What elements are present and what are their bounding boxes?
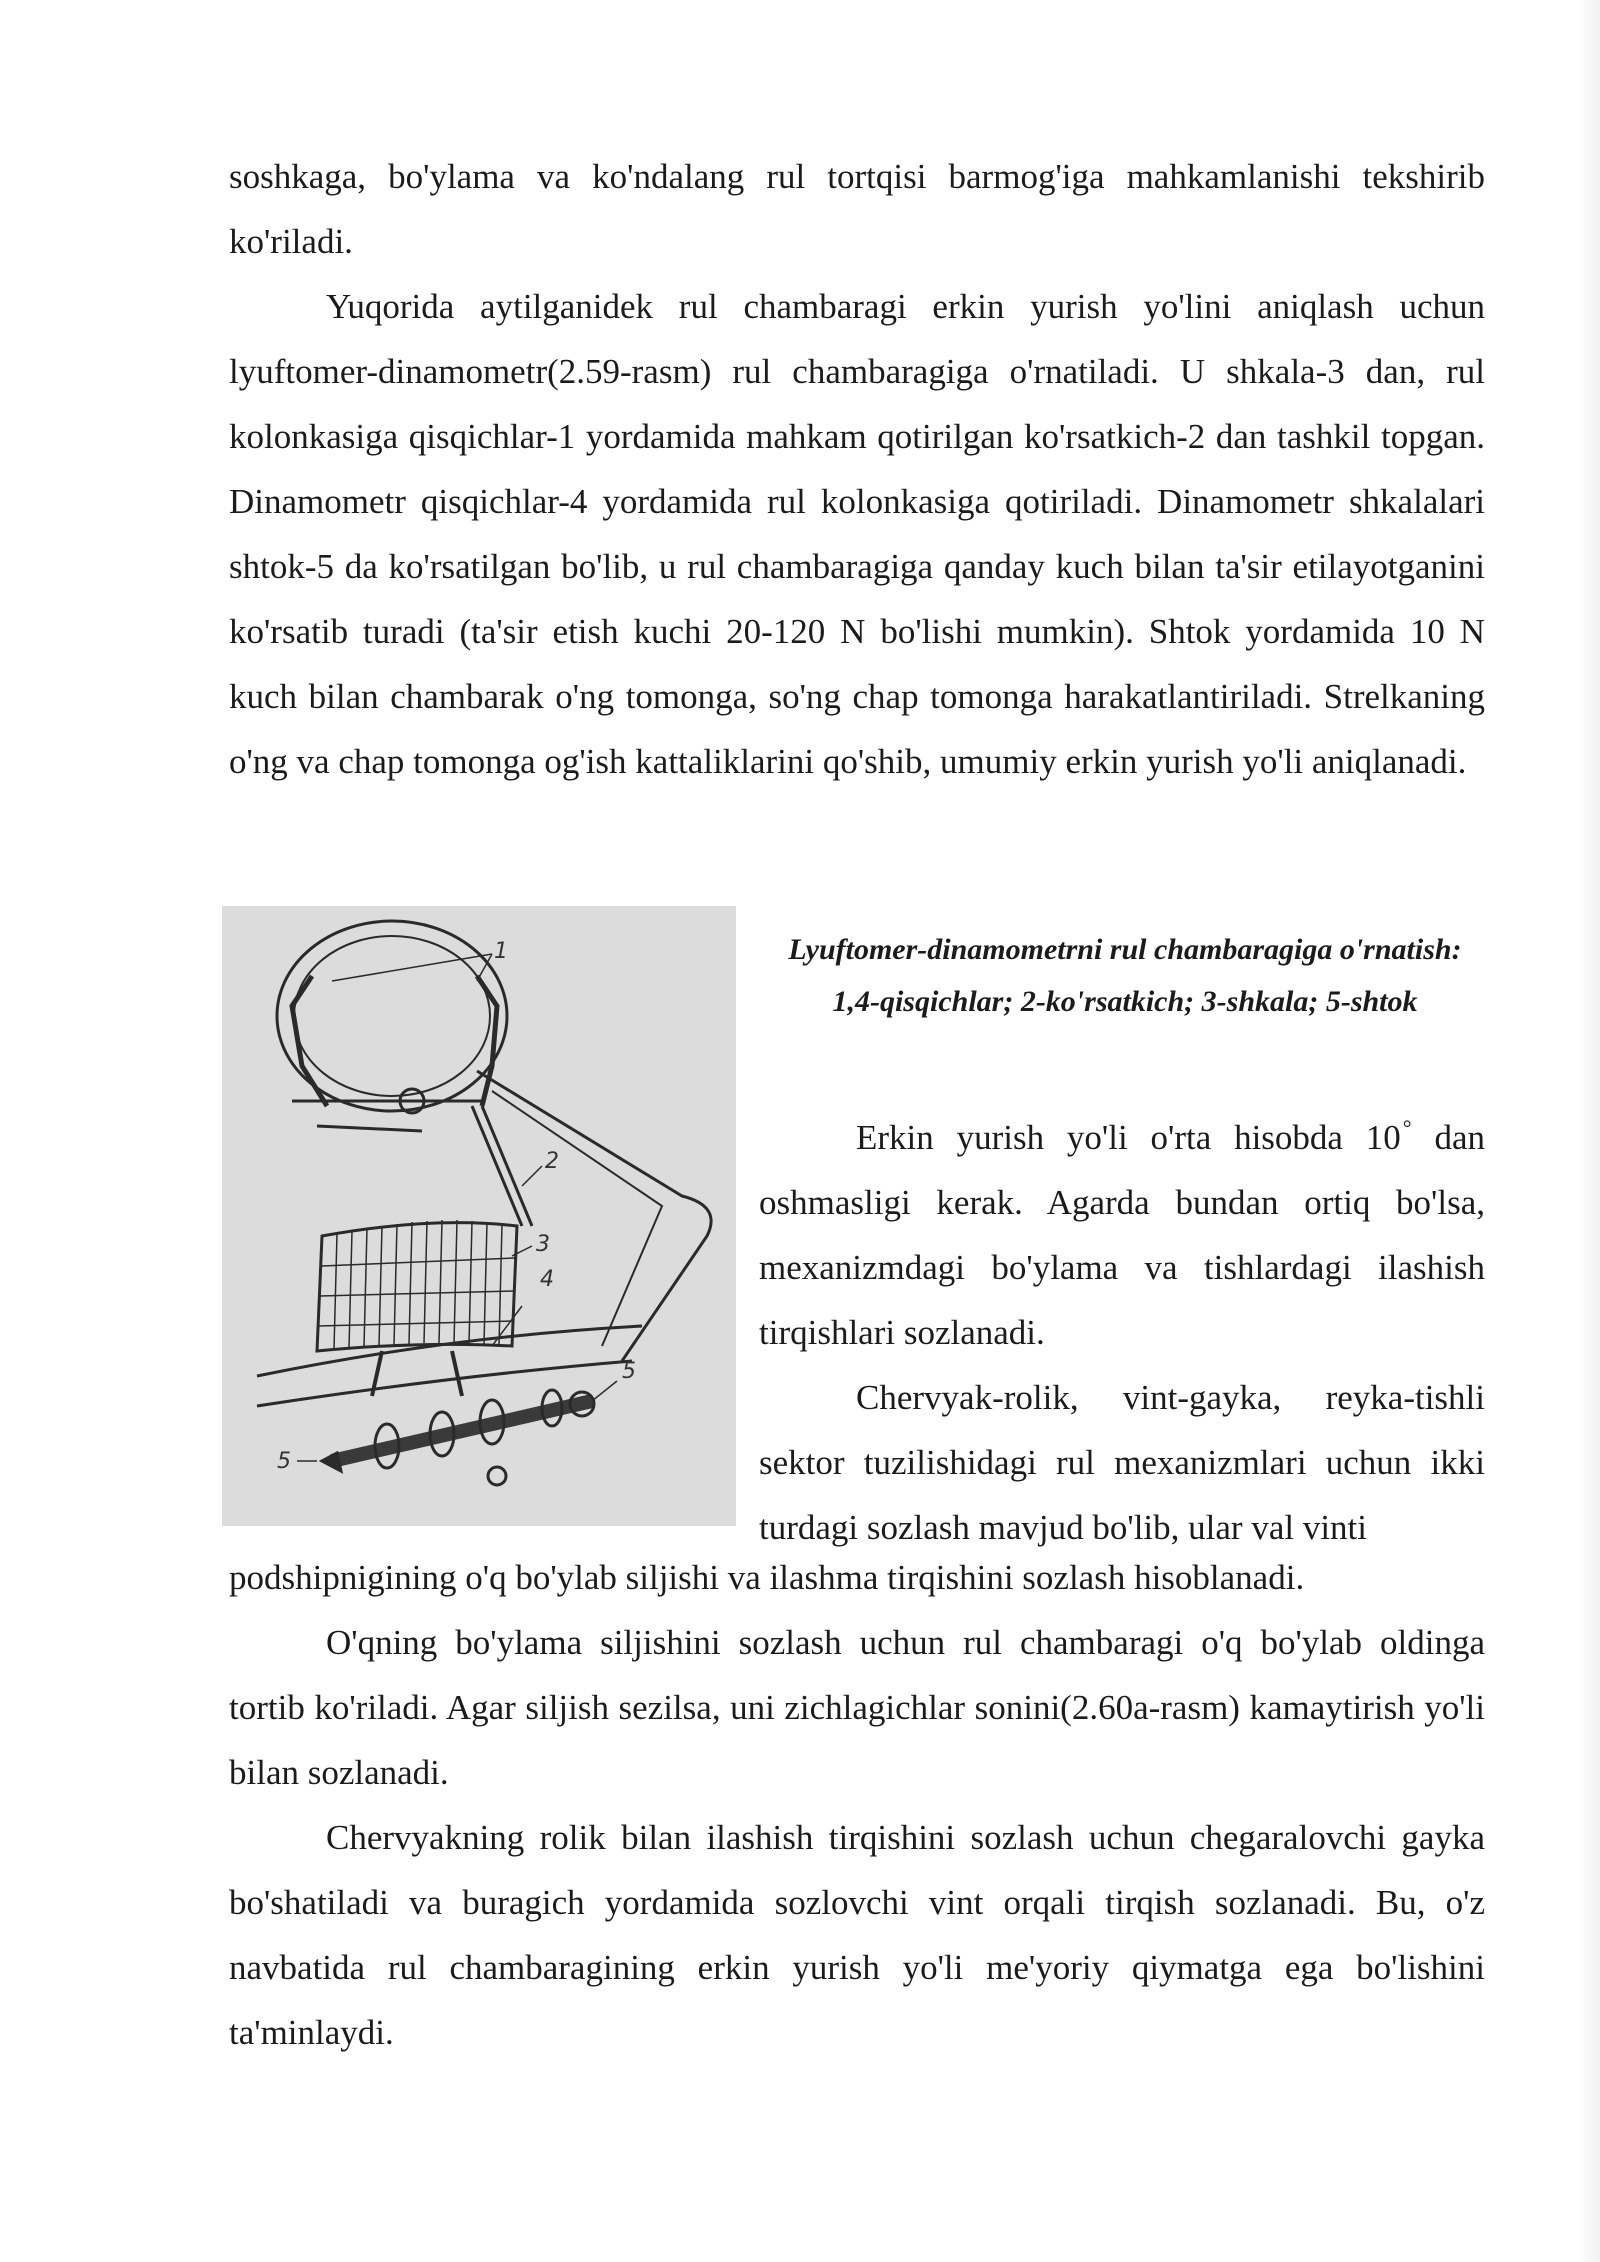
top-text-block	[229, 144, 1485, 794]
paragraph-free-play	[759, 1095, 1485, 1365]
caption-title: Lyuftomer-dinamometrni rul chambaragiga o'rnatish:	[788, 933, 1462, 966]
free-play-text-a: Erkin yurish yo'li o'rta hisobda 10	[856, 1118, 1401, 1157]
paragraph-worm-gap: Chervyakning rolik bilan ilashish tirqishini sozlash uchun chegaralovchi gayka bo'shatiladi va buragich yordamida sozlovchi vint orqali tirqish sozlanadi. Bu, o'z navbatida rul chambaragining erkin yurish yo'li me'yoriy qiymatga ega bo'lishini ta'minlaydi.	[229, 1818, 1485, 2052]
label-3: 3	[536, 1232, 550, 1257]
paragraph-axial-shift: O'qning bo'ylama siljishini sozlash uchun rul chambaragi o'q bo'ylab oldinga tortib ko'riladi. Agar siljish sezilsa, uni zichlagichlar sonini(2.60a-rasm) kamaytirish yo'li bilan sozlanadi.	[229, 1623, 1485, 1792]
paragraph-dynamometer: Yuqorida aytilganidek rul chambaragi erkin yurish yo'lini aniqlash uchun lyuftomer-dinamometr(2.59-rasm) rul chambaragiga o'rnatiladi. U shkala-3 dan, rul kolonkasiga qisqichlar-1 yordamida mahkam qotirilgan ko'rsatkich-2 dan tashkil topgan. Dinamometr qisqichlar-4 yordamida rul kolonkasiga qotiriladi. Dinamometr shkalalari shtok-5 da ko'rsatilgan bo'lib, u rul chambaragiga qanday kuch bilan ta'sir etilayotganini ko'rsatib turadi (ta'sir etish kuchi 20-120 N bo'lishi mumkin). Shtok yordamida 10 N kuch bilan chambarak o'ng tomonga, so'ng chap tomonga harakatlantiriladi. Strelkaning o'ng va chap tomonga og'ish kattaliklarini qo'shib, umumiy erkin yurish yo'li aniqlanadi.	[229, 287, 1485, 781]
label-1: 1	[494, 939, 508, 964]
label-2: 2	[545, 1149, 559, 1174]
label-5-left: 5	[277, 1449, 291, 1474]
degree-symbol: °	[1402, 1115, 1412, 1140]
side-text-block	[759, 1095, 1485, 1560]
label-5-right: 5	[622, 1359, 636, 1384]
paragraph-adjustment-types: Chervyak-rolik, vint-gayka, reyka-tishli sektor tuzilishidagi rul mexanizmlari uchun ikki turdagi sozlash mavjud bo'lib, ular val vinti	[759, 1378, 1485, 1547]
label-4: 4	[540, 1267, 554, 1292]
figure-caption	[745, 924, 1505, 1028]
dynamometer-drawing	[222, 906, 736, 1526]
page-edge-shade	[1578, 0, 1600, 2262]
figure-dynamometer-illustration	[222, 906, 736, 1526]
bottom-text-block	[229, 1545, 1485, 2065]
paragraph-continuation-bearing: podshipnigining o'q bo'ylab siljishi va ilashma tirqishini sozlash hisoblanadi.	[229, 1558, 1305, 1597]
caption-legend: 1,4-qisqichlar; 2-ko'rsatkich; 3-shkala; 5-shtok	[832, 985, 1418, 1018]
free-play-text-b: dan oshmasligi kerak. Agarda bundan ortiq bo'lsa, mexanizmdagi bo'ylama va tishlardagi ilashish tirqishlari sozlanadi.	[759, 1118, 1485, 1352]
paragraph-continuation: soshkaga, bo'ylama va ko'ndalang rul tortqisi barmog'iga mahkamlanishi tekshirib ko'riladi.	[229, 157, 1485, 261]
